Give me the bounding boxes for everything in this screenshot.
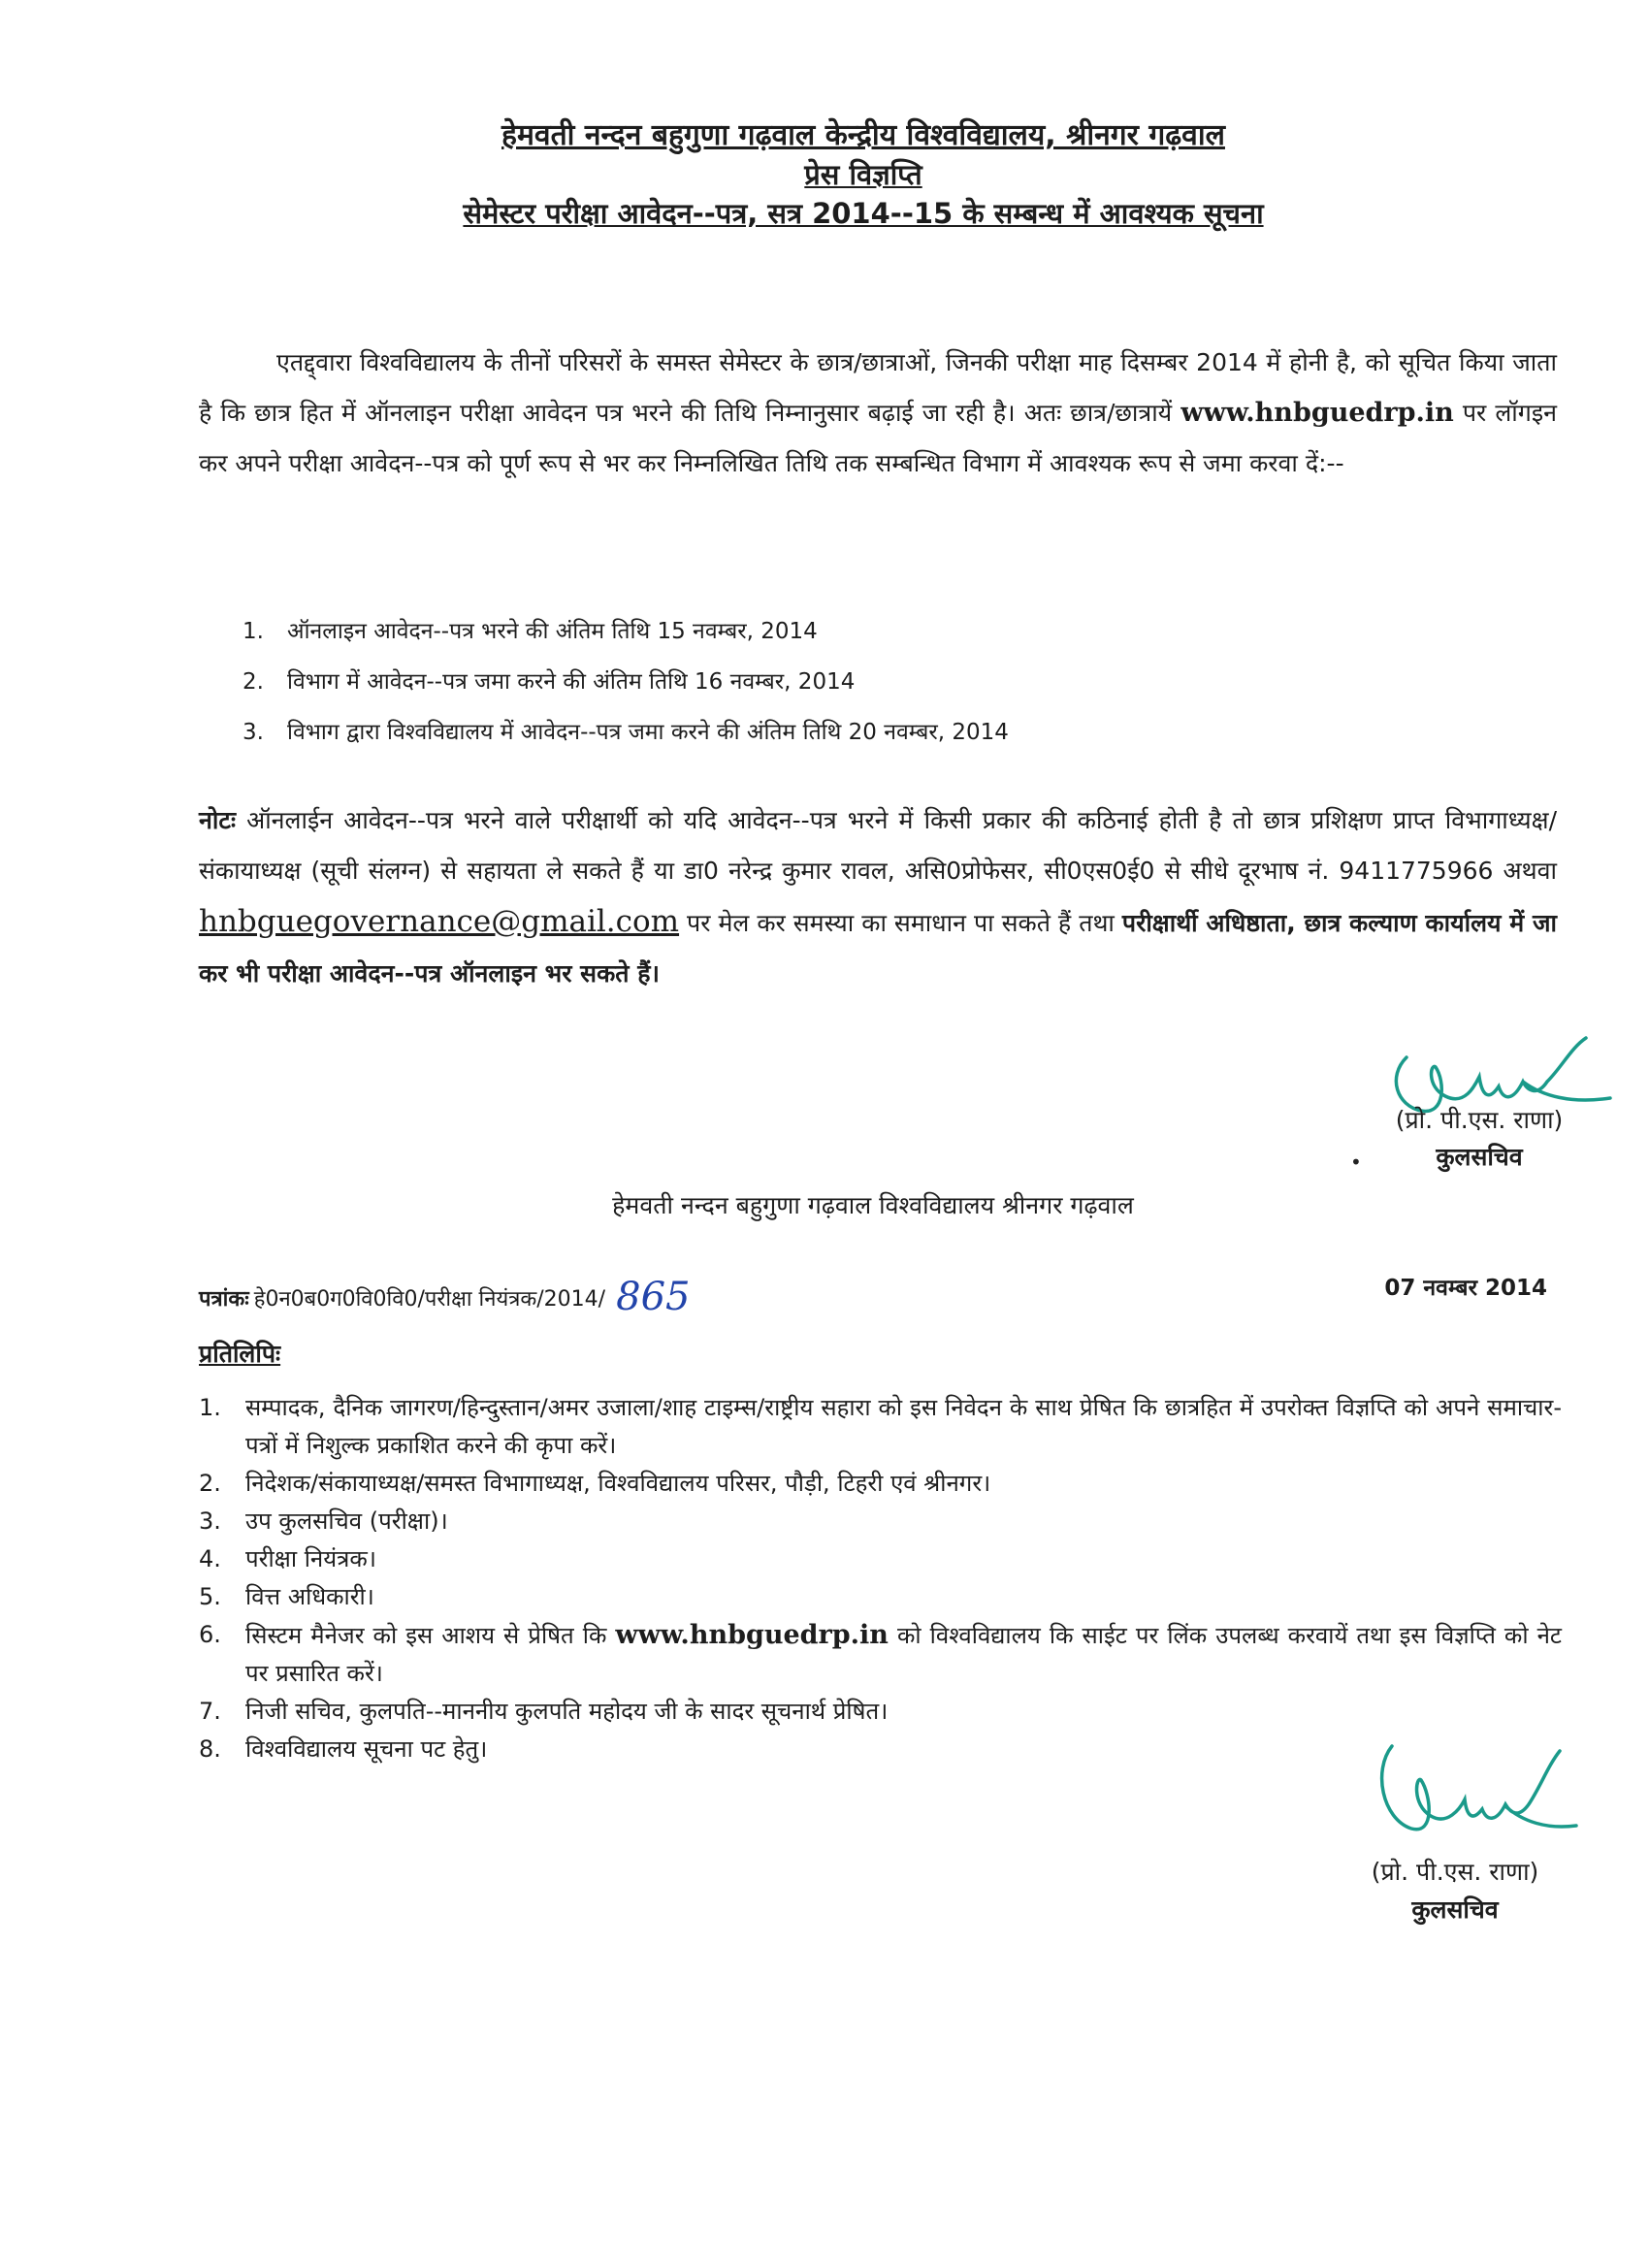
bullet-dot: •: [1350, 1150, 1362, 1174]
reference-number: 865: [616, 1275, 691, 1319]
list-item: [242, 606, 1504, 657]
list-item: [242, 707, 1504, 758]
document-header: [155, 116, 1571, 233]
reference-label: पत्रांकः: [199, 1287, 249, 1312]
main-paragraph-part1: एतद्द्वारा विश्वविद्यालय के तीनों परिसरों के समस्त सेमेस्टर के छात्र/छात्राओं, जिनकी परीक्षा माह दिसम्बर 2014 में होनी है, को सूचित किया जाता है कि छात्र हित में ऑनलाइन परीक्षा आवेदन पत्र भरने की तिथि निम्नानुसार बढ़ाई जा रही है। अतः छात्र/छात्रायें: [199, 348, 1557, 427]
list-text: विभाग में आवेदन--पत्र जमा करने की अंतिम तिथि 16 नवम्बर, 2014: [287, 669, 856, 695]
list-item: [199, 1389, 1562, 1465]
copy-list: [199, 1389, 1562, 1768]
main-paragraph: [199, 338, 1557, 489]
list-item: [199, 1693, 1562, 1731]
reference-text: हे0न0ब0ग0वि0वि0/परीक्षा नियंत्रक/2014/: [253, 1287, 606, 1312]
list-text: परीक्षा नियंत्रक।: [245, 1545, 376, 1572]
list-number: 2.: [199, 1470, 221, 1497]
list-number: 5.: [199, 1583, 221, 1610]
list-item: [199, 1616, 1562, 1693]
registrar-signature: [1358, 1727, 1581, 1872]
list-text: निजी सचिव, कुलपति--माननीय कुलपति महोदय जी के सादर सूचनार्थ प्रेषित।: [245, 1698, 889, 1725]
list-text: विश्वविद्यालय सूचना पट हेतु।: [245, 1735, 488, 1763]
reference-date: 07 नवम्बर 2014: [1384, 1276, 1547, 1301]
list-number: 7.: [199, 1698, 221, 1725]
signatory-name: (प्रो. पी.एस. राणा): [1395, 1106, 1564, 1134]
list-number: 2.: [242, 669, 264, 695]
university-title: हेमवती नन्दन बहुगुणा गढ़वाल केन्द्रीय विश्वविद्यालय, श्रीनगर गढ़वाल: [501, 118, 1225, 152]
issuing-university: हेमवती नन्दन बहुगुणा गढ़वाल विश्वविद्यालय श्रीनगर गढ़वाल: [612, 1191, 1134, 1219]
press-release-title: प्रेस विज्ञप्ति: [804, 158, 922, 191]
contact-email: hnbguegovernance@gmail.com: [199, 904, 680, 939]
list-text: निदेशक/संकायाध्यक्ष/समस्त विभागाध्यक्ष, विश्वविद्यालय परिसर, पौड़ी, टिहरी एवं श्रीनगर।: [245, 1470, 991, 1497]
note-part3: परीक्षार्थी अधिष्ठाता, छात्र कल्याण कार्यालय में जा कर भी परीक्षा आवेदन--पत्र ऑनलाइन भर सकते हैं।: [199, 909, 1557, 988]
list-text: वित्त अधिकारी।: [245, 1583, 374, 1610]
list-text: सम्पादक, दैनिक जागरण/हिन्दुस्तान/अमर उजाला/शाह टाइम्स/राष्ट्रीय सहारा को इस निवेदन के साथ प्रेषित कि छात्रहित में उपरोक्त विज्ञप्ति को अपने समाचार-पत्रों में निशुल्क प्रकाशित करने की कृपा करें।: [245, 1394, 1562, 1459]
list-text-pre: सिस्टम मैनेजर को इस आशय से प्रेषित कि: [245, 1622, 607, 1649]
list-number: 3.: [242, 720, 264, 745]
reference-row: [199, 1271, 1557, 1319]
list-number: 3.: [199, 1507, 221, 1535]
list-item: [199, 1465, 1562, 1503]
website-link: www.hnbguedrp.in: [615, 1620, 889, 1650]
list-text-post: को विश्वविद्यालय कि साईट पर लिंक उपलब्ध करवायें तथा इस विज्ञप्ति को नेट पर प्रसारित करें।: [245, 1622, 1562, 1687]
note-label: नोटः: [199, 806, 237, 834]
list-item: [199, 1578, 1562, 1616]
signatory-title: कुलसचिव: [1411, 1895, 1499, 1924]
list-item: [199, 1540, 1562, 1578]
note-part2: पर मेल कर समस्या का समाधान पा सकते हैं तथा: [687, 909, 1115, 937]
list-number: 6.: [199, 1621, 221, 1648]
note-part1: ऑनलाईन आवेदन--पत्र भरने वाले परीक्षार्थी को यदि आवेदन--पत्र भरने में किसी प्रकार की कठिनाई होती है तो छात्र प्रशिक्षण प्राप्त विभागाध्यक्ष/संकायाध्यक्ष (सूची संलग्न) से सहायता ले सकते हैं या डा0 नरेन्द्र कुमार रावल, असि0प्रोफेसर, सी0एस0ई0 से सीधे दूरभाष नं. 9411775966 अथवा: [199, 806, 1557, 885]
copy-label: प्रतिलिपिः: [199, 1340, 281, 1368]
list-item: [242, 657, 1504, 707]
list-text: उप कुलसचिव (परीक्षा)।: [245, 1507, 448, 1535]
main-paragraph-part2: पर लॉगइन कर अपने परीक्षा आवेदन--पत्र को पूर्ण रूप से भर कर निम्नलिखित तिथि तक सम्बन्धित विभाग में आवश्यक रूप से जमा करवा दें:--: [199, 399, 1558, 477]
deadline-list: [242, 606, 1504, 758]
list-number: 4.: [199, 1545, 221, 1572]
list-item: [199, 1503, 1562, 1540]
list-text: ऑनलाइन आवेदन--पत्र भरने की अंतिम तिथि 15 नवम्बर, 2014: [287, 619, 818, 644]
list-number: 1.: [242, 619, 264, 644]
signatory-name: (प्रो. पी.एस. राणा): [1371, 1858, 1539, 1886]
signatory-title: कुलसचिव: [1436, 1143, 1523, 1171]
list-number: 8.: [199, 1735, 221, 1763]
note-paragraph: [199, 795, 1557, 999]
subject-title: सेमेस्टर परीक्षा आवेदन--पत्र, सत्र 2014--15 के सम्बन्ध में आवश्यक सूचना: [463, 197, 1264, 230]
list-number: 1.: [199, 1394, 221, 1421]
website-link: www.hnbguedrp.in: [1180, 398, 1454, 428]
list-text: विभाग द्वारा विश्वविद्यालय में आवेदन--पत्र जमा करने की अंतिम तिथि 20 नवम्बर, 2014: [287, 720, 1009, 745]
